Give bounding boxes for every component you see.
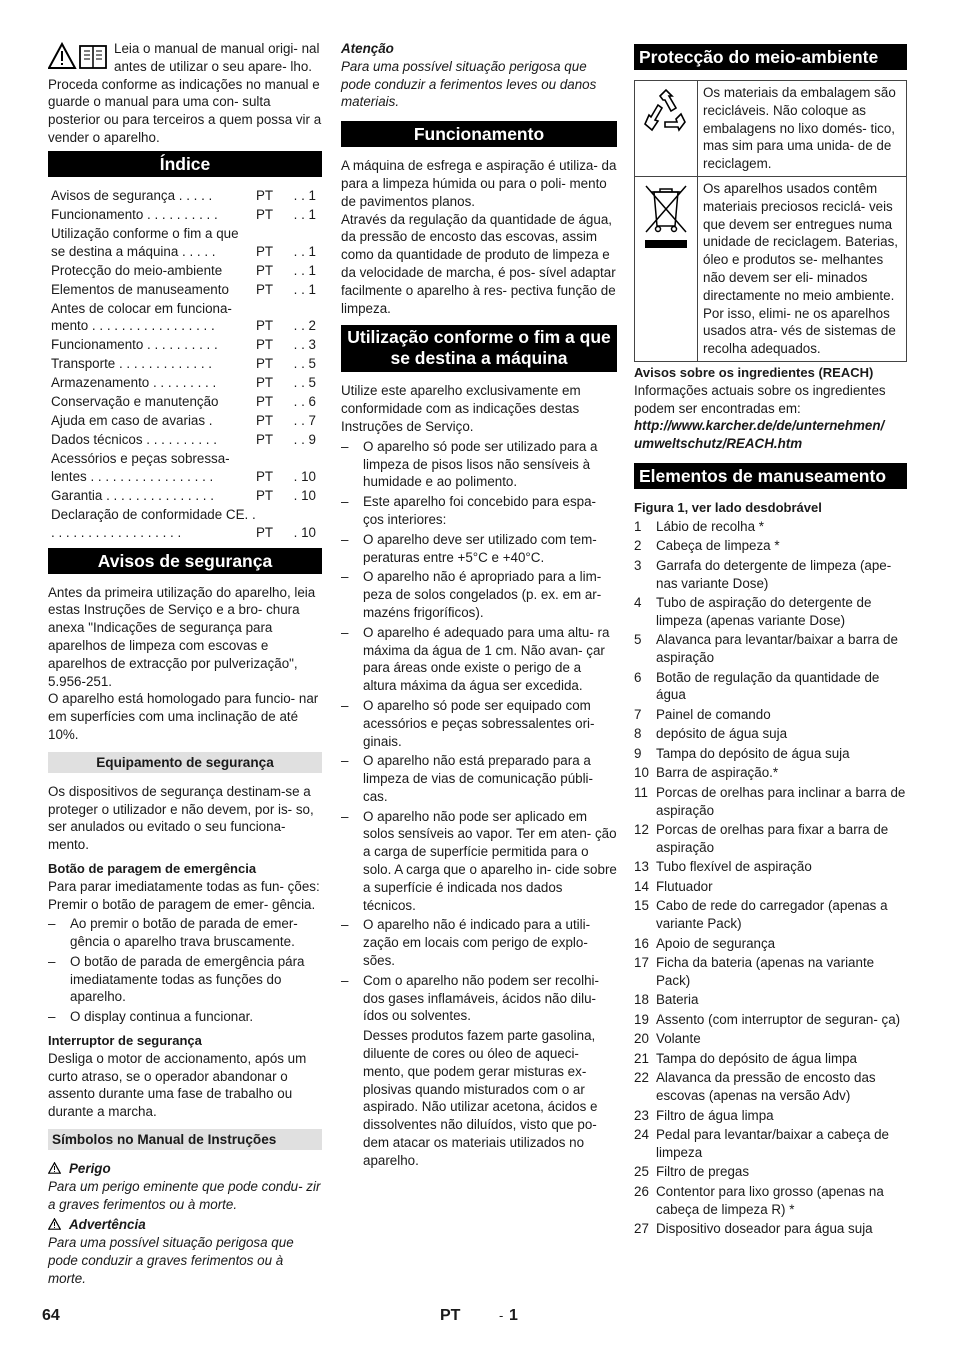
list-item-number: 25 xyxy=(634,1164,649,1180)
toc-entry-lang: PT xyxy=(256,375,274,391)
old-devices-text: Os aparelhos usados contêm materiais preciosos reciclá- veis que devem ser entregues numa unidade de reciclagem. Baterias, óleo e produtos se- melhantes não devem ser eli- minados directamente no meio ambiente. Por isso, elimi- ne os aparelhos usados atra- vés de sistemas de recolha adequados. xyxy=(698,176,907,361)
warning-triangle-icon xyxy=(48,1218,61,1230)
list-item xyxy=(634,858,907,876)
toc-entry xyxy=(48,412,322,430)
toc-entry xyxy=(48,300,322,336)
toc-entry-page: . . 2 xyxy=(293,318,316,334)
toc-entry-title: Declaração de conformidade CE. . . . . . . . . . . . . . . . . . . . xyxy=(51,506,256,540)
footer-separator: - xyxy=(499,1308,504,1323)
list-item-text: Assento (com interruptor de seguran- ça) xyxy=(656,1011,901,1027)
list-item-number: 19 xyxy=(634,1011,649,1027)
toc-entry xyxy=(48,431,322,449)
list-item-number: 7 xyxy=(634,706,642,722)
danger-label: Perigo xyxy=(48,1160,322,1178)
operation-paragraph-1: A máquina de esfrega e aspiração é utiliza- da para a limpeza húmida ou para o poli- mento de pavimentos planos. xyxy=(341,158,617,209)
intended-use-tail: Desses produtos fazem parte gasolina, diluente de cores ou óleo de aqueci- mento, que podem gerar misturas ex- plosivas quando misturados com o ar aspirado. Não utilizar acetona, ácidos e dissolventes não diluídos, visto que po- dem atacar os materiais utilizados no aparelho. xyxy=(363,1028,598,1168)
list-dash: – xyxy=(341,531,349,547)
toc-entry xyxy=(48,187,322,205)
column-2 xyxy=(341,40,617,1170)
toc-entry-title: Antes de colocar em funciona- mento . . . . . . . . . . . . . . . . . xyxy=(51,300,232,334)
list-item-text: O aparelho não é indicado para a utili- zação em locais com perigo de explo- sões. xyxy=(363,917,591,969)
safety-equipment-heading: Equipamento de segurança xyxy=(48,752,322,773)
list-item-text: Porcas de orelhas para fixar a barra de aspiração xyxy=(656,822,889,855)
index-heading: Índice xyxy=(48,151,322,177)
list-item-text: Flutuador xyxy=(656,878,713,894)
list-item-number: 8 xyxy=(634,726,642,742)
list-item-number: 4 xyxy=(634,594,642,610)
seat-switch-paragraph: Desliga o motor de accionamento, após um curto atraso, se o operador abandonar o assento durante uma fase de trabalho ou durante a marcha. xyxy=(48,1050,307,1120)
list-item-text: Tubo flexível de aspiração xyxy=(656,859,812,875)
recycle-icon-cell xyxy=(635,81,698,177)
list-item-text: Pedal para levantar/baixar a cabeça de limpeza xyxy=(656,1127,890,1160)
list-item-text: Botão de regulação da quantidade de água xyxy=(656,669,880,703)
list-item xyxy=(634,725,907,743)
toc-entry-lang: PT xyxy=(256,468,274,484)
toc-entry-lang: PT xyxy=(256,206,274,222)
list-item-number: 1 xyxy=(634,518,642,534)
list-item-number: 14 xyxy=(634,878,649,894)
list-item-text: Ao premir o botão de parada de emer- gência o aparelho trava bruscamente. xyxy=(70,916,298,950)
toc-entry-lang: PT xyxy=(256,187,274,203)
list-dash: – xyxy=(341,917,349,933)
list-item xyxy=(48,915,322,951)
symbols-heading: Símbolos no Manual de Instruções xyxy=(48,1129,322,1150)
column-1 xyxy=(48,40,322,1288)
toc-entry-lang: PT xyxy=(256,318,274,334)
table-of-contents xyxy=(48,187,322,542)
list-item xyxy=(634,897,907,933)
toc-entry-page: . . 9 xyxy=(293,432,316,448)
emergency-stop-paragraph: Para parar imediatamente todas as fun- ções: Premir o botão de paragem de emer- gência. xyxy=(48,878,320,912)
list-item xyxy=(341,916,617,969)
warning-label: Advertência xyxy=(48,1216,322,1234)
list-dash: – xyxy=(341,438,349,454)
warning-read-manual-icon xyxy=(48,42,110,70)
reach-paragraph: Informações actuais sobre os ingredientes podem ser encontradas em: xyxy=(634,382,886,416)
toc-entry-page: . . 1 xyxy=(293,262,316,278)
list-item-text: Dispositivo doseador para água suja xyxy=(656,1221,873,1237)
list-item-text: O display continua a funcionar. xyxy=(70,1009,254,1025)
list-item-number: 2 xyxy=(634,538,642,554)
manual-warning-icons xyxy=(48,42,110,70)
list-item-number: 17 xyxy=(634,955,649,971)
list-item-number: 16 xyxy=(634,935,649,951)
toc-entry-page: . . 1 xyxy=(293,187,316,203)
toc-entry-page: . . 5 xyxy=(293,356,316,372)
list-dash: – xyxy=(48,916,56,932)
list-dash: – xyxy=(341,808,349,824)
toc-entry-lang: PT xyxy=(256,524,274,540)
toc-entry-title: Garantia . . . . . . . . . . . . . . . xyxy=(51,487,214,503)
caution-label: Atenção xyxy=(341,41,394,56)
list-item xyxy=(341,568,617,621)
list-item-number: 18 xyxy=(634,992,649,1008)
warning-text: Para uma possível situação perigosa que pode conduzir a graves ferimentos ou à morte. xyxy=(48,1235,294,1286)
list-item xyxy=(341,752,617,805)
controls-heading: Elementos de manuseamento xyxy=(634,463,907,489)
list-item xyxy=(634,878,907,896)
list-item-text: Tampa do depósito de água limpa xyxy=(656,1050,857,1066)
intended-use-list xyxy=(341,438,617,1026)
list-item-number: 15 xyxy=(634,898,649,914)
list-item xyxy=(48,953,322,1006)
intro-text: Leia o manual de manual origi- nal antes de utilizar o seu apare- lho. Proceda conforme as indicações no manual e guarde o manual para uma con- sulta posterior ou para terceiros a quem possa vir a vender o aparelho. xyxy=(48,41,322,145)
list-dash: – xyxy=(48,1009,56,1025)
crossed-bin-icon xyxy=(642,182,690,252)
list-item-number: 3 xyxy=(634,557,642,573)
list-item xyxy=(634,1126,907,1162)
footer-subpage: 1 xyxy=(509,1307,518,1324)
list-item-text: O aparelho não pode ser aplicado em solos sensíveis ao vapor. Ter em aten- ção a carga de superfície permitida para o solo. A carga que o aparelho in- cide sobre a superfície é indicada nos dados técnicos. xyxy=(363,808,617,913)
table-row xyxy=(635,176,907,361)
toc-entry-title: Ajuda em caso de avarias . xyxy=(51,413,213,429)
list-item-number: 23 xyxy=(634,1107,649,1123)
list-dash: – xyxy=(341,972,349,988)
reach-link[interactable]: http://www.karcher.de/de/unternehmen/ umweltschutz/REACH.htm xyxy=(634,418,885,452)
list-item xyxy=(341,438,617,491)
list-item xyxy=(634,594,907,630)
toc-entry-title: Protecção do meio-ambiente xyxy=(51,262,223,278)
list-item-text: Tampa do depósito de água suja xyxy=(656,745,850,761)
list-item-text: O aparelho não está preparado para a limpeza de vias de comunicação públi- cas. xyxy=(363,753,593,804)
list-item-number: 11 xyxy=(634,784,648,800)
seat-switch-heading: Interruptor de segurança xyxy=(48,1033,202,1049)
toc-entry-lang: PT xyxy=(256,487,274,503)
toc-entry-page: . . 7 xyxy=(293,413,316,429)
list-item xyxy=(341,697,617,750)
emergency-stop-heading: Botão de paragem de emergência xyxy=(48,860,257,876)
list-item-number: 24 xyxy=(634,1127,649,1143)
list-item xyxy=(634,1011,907,1029)
list-item xyxy=(634,991,907,1009)
list-dash: – xyxy=(341,753,349,769)
list-item xyxy=(634,784,907,820)
list-item-text: Alavanca da pressão de encosto das escovas (apenas na versão Adv) xyxy=(656,1070,876,1104)
toc-entry-lang: PT xyxy=(256,262,274,278)
list-item xyxy=(634,669,907,705)
list-item-number: 27 xyxy=(634,1221,649,1237)
list-item-text: Porcas de orelhas para inclinar a barra de aspiração xyxy=(656,784,906,818)
footer-language: PT xyxy=(440,1307,461,1324)
list-item-number: 9 xyxy=(634,745,642,761)
list-dash: – xyxy=(341,494,349,510)
emergency-stop-list xyxy=(48,915,322,1026)
toc-entry-lang: PT xyxy=(256,281,274,297)
figure-label: Figura 1, ver lado desdobrável xyxy=(634,499,822,515)
list-item-text: Garrafa do detergente de limpeza (ape- nas variante Dose) xyxy=(656,557,892,591)
list-dash: – xyxy=(341,569,349,585)
list-item xyxy=(634,1030,907,1048)
list-item-text: O aparelho só pode ser equipado com acessórios e peças sobressalentes ori- ginais. xyxy=(363,697,595,749)
list-item-text: Este aparelho foi concebido para espa- ços interiores: xyxy=(363,494,597,527)
toc-entry xyxy=(48,336,322,354)
list-item-number: 12 xyxy=(634,822,649,838)
list-item-text: O aparelho não é apropriado para a lim- peza de solos congelados (p. ex. em ar- mazéns frigoríficos). xyxy=(363,569,602,620)
toc-entry xyxy=(48,225,322,261)
list-item xyxy=(341,624,617,695)
safety-heading: Avisos de segurança xyxy=(48,548,322,574)
page-number: 64 xyxy=(42,1307,60,1324)
list-item xyxy=(634,557,907,593)
toc-entry xyxy=(48,355,322,373)
warning-triangle-icon xyxy=(48,1162,61,1174)
reach-heading: Avisos sobre os ingredientes (REACH) xyxy=(634,364,874,380)
packaging-text: Os materiais da embalagem são recicláveis. Não coloque as embalagens no lixo domés- tico, mas sim para uma unida- de de reciclagem. xyxy=(698,81,907,177)
list-item-number: 20 xyxy=(634,1031,649,1047)
list-item xyxy=(634,821,907,857)
intended-use-heading: Utilização conforme o fim a que se destina a máquina xyxy=(341,325,617,372)
list-item-text: O aparelho só pode ser utilizado para a limpeza de pisos lisos não sensíveis à humidade e ao polimento. xyxy=(363,438,598,490)
list-item xyxy=(634,745,907,763)
list-item xyxy=(634,1163,907,1181)
toc-entry xyxy=(48,206,322,224)
list-item-text: Alavanca para levantar/baixar a barra de aspiração xyxy=(656,632,898,666)
list-item xyxy=(48,1008,322,1026)
list-item xyxy=(634,1220,907,1238)
toc-entry xyxy=(48,374,322,392)
list-item-text: Barra de aspiração.* xyxy=(656,765,779,781)
list-item xyxy=(341,808,617,915)
list-item-number: 22 xyxy=(634,1070,649,1086)
toc-entry-page: . 10 xyxy=(293,524,316,540)
list-item-number: 6 xyxy=(634,669,642,685)
list-item-text: O aparelho deve ser utilizado com tem- peraturas entre +5°C e +40°C. xyxy=(363,531,597,565)
toc-entry xyxy=(48,281,322,299)
list-item-text: Volante xyxy=(656,1031,701,1047)
danger-text: Para um perigo eminente que pode condu- zir a graves ferimentos ou à morte. xyxy=(48,1178,321,1212)
list-item xyxy=(341,972,617,1025)
operation-paragraph-2: Através da regulação da quantidade de água, da pressão de encosto das escovas, assim como da quantidade de produto de limpeza e da velocidade de marcha, é pos- sível adaptar facilmente o aparelho à res- pectiva função de limpeza. xyxy=(341,211,616,316)
toc-entry-title: Armazenamento . . . . . . . . . xyxy=(51,375,217,391)
toc-entry-lang: PT xyxy=(256,356,274,372)
safety-paragraph-2: O aparelho está homologado para funcio- nar em superfícies com uma inclinação de até 10%. xyxy=(48,691,319,742)
list-item-text: Com o aparelho não podem ser recolhi- dos gases inflamáveis, ácidos não dilu- ídos ou solventes. xyxy=(363,972,599,1024)
column-3 xyxy=(634,40,907,1240)
list-item xyxy=(634,706,907,724)
toc-entry xyxy=(48,450,322,486)
toc-entry-lang: PT xyxy=(256,432,274,448)
list-item xyxy=(634,954,907,990)
list-item xyxy=(634,764,907,782)
list-item-text: Filtro de pregas xyxy=(656,1164,750,1180)
list-item-text: Apoio de segurança xyxy=(656,935,776,951)
list-item xyxy=(634,1050,907,1068)
toc-entry xyxy=(48,393,322,411)
list-item-text: Tubo de aspiração do detergente de limpeza (apenas variante Dose) xyxy=(656,594,872,628)
safety-equipment-paragraph: Os dispositivos de segurança destinam-se a proteger o utilizador e não devem, por is- so, ser anulados ou evitado o seu funciona- mento. xyxy=(48,783,314,853)
caution-text: Para uma possível situação perigosa que pode conduzir a ferimentos leves ou danos materiais. xyxy=(341,58,597,110)
toc-entry-title: Acessórios e peças sobressa- lentes . . . . . . . . . . . . . . . . . xyxy=(51,451,230,484)
recycle-icon xyxy=(641,86,691,136)
environment-table xyxy=(634,80,907,362)
list-item-text: O botão de parada de emergência pára imediatamente todas as funções do aparelho. xyxy=(70,953,305,1005)
toc-entry xyxy=(48,487,322,505)
list-dash: – xyxy=(48,953,56,969)
operation-heading: Funcionamento xyxy=(341,121,617,147)
list-dash: – xyxy=(341,697,349,713)
list-item-number: 5 xyxy=(634,632,642,648)
list-item xyxy=(634,631,907,667)
list-item-text: Cabeça de limpeza * xyxy=(656,538,780,554)
toc-entry-page: . . 3 xyxy=(293,337,316,353)
list-item-number: 10 xyxy=(634,765,649,781)
toc-entry-title: Utilização conforme o fim a que se destina a máquina . . . . . xyxy=(51,225,239,259)
toc-entry-page: . . 6 xyxy=(293,394,316,410)
list-item xyxy=(634,1069,907,1105)
table-row xyxy=(635,81,907,177)
list-item xyxy=(634,537,907,555)
list-item-number: 13 xyxy=(634,859,649,875)
controls-list xyxy=(634,518,907,1238)
list-item-text: depósito de água suja xyxy=(656,726,788,742)
toc-entry-title: Transporte . . . . . . . . . . . . . xyxy=(51,356,212,372)
list-item-text: Cabo de rede do carregador (apenas a variante Pack) xyxy=(656,898,888,932)
toc-entry-lang: PT xyxy=(256,413,274,429)
list-item-text: Painel de comando xyxy=(656,706,771,722)
toc-entry-title: Avisos de segurança . . . . . xyxy=(51,187,213,203)
intended-use-paragraph: Utilize este aparelho exclusivamente em conformidade com as indicações destas Instruções de Serviço. xyxy=(341,383,581,434)
toc-entry-page: . . 5 xyxy=(293,375,316,391)
list-item xyxy=(634,518,907,536)
toc-entry-lang: PT xyxy=(256,243,274,259)
list-dash: – xyxy=(341,624,349,640)
list-item xyxy=(634,1107,907,1125)
list-item-number: 21 xyxy=(634,1050,649,1066)
toc-entry-title: Elementos de manuseamento xyxy=(51,281,229,297)
list-item xyxy=(634,935,907,953)
toc-entry-title: Dados técnicos . . . . . . . . . . xyxy=(51,432,217,448)
weee-icon-cell xyxy=(635,176,698,361)
toc-entry-page: . . 1 xyxy=(293,206,316,222)
toc-entry-title: Funcionamento . . . . . . . . . . xyxy=(51,206,218,222)
list-item xyxy=(341,493,617,529)
list-item-text: Filtro de água limpa xyxy=(656,1107,774,1123)
intro-block xyxy=(48,40,322,147)
list-item-text: Bateria xyxy=(656,992,699,1008)
toc-entry xyxy=(48,262,322,280)
list-item xyxy=(341,531,617,567)
list-item-number: 26 xyxy=(634,1183,649,1199)
toc-entry-page: . 10 xyxy=(293,487,316,503)
list-item xyxy=(634,1183,907,1219)
toc-entry-page: . . 1 xyxy=(293,243,316,259)
toc-entry-title: Conservação e manutenção xyxy=(51,394,219,410)
toc-entry-page: . . 1 xyxy=(293,281,316,297)
toc-entry xyxy=(48,506,322,542)
toc-entry-page: . 10 xyxy=(293,468,316,484)
list-item-text: Contentor para lixo grosso (apenas na cabeça de limpeza R) * xyxy=(656,1183,884,1217)
safety-paragraph-1: Antes da primeira utilização do aparelho, leia estas Instruções de Serviço e a bro- chura anexa "Indicações de segurança para aparelhos de limpeza com escovas e aparelhos de extracção por pulverização", 5.956-251. xyxy=(48,584,316,689)
list-item-text: O aparelho é adequado para uma altu- ra máxima da água de 1 cm. Não avan- çar para áreas onde existe o perigo de a altura máxima da água ser excedida. xyxy=(363,624,610,694)
toc-entry-lang: PT xyxy=(256,394,274,410)
list-item-text: Lábio de recolha * xyxy=(656,518,764,534)
environment-heading: Protecção do meio-ambiente xyxy=(634,44,907,70)
toc-entry-title: Funcionamento . . . . . . . . . . xyxy=(51,337,218,353)
list-item-text: Ficha da bateria (apenas na variante Pack) xyxy=(656,955,875,988)
toc-entry-lang: PT xyxy=(256,337,274,353)
